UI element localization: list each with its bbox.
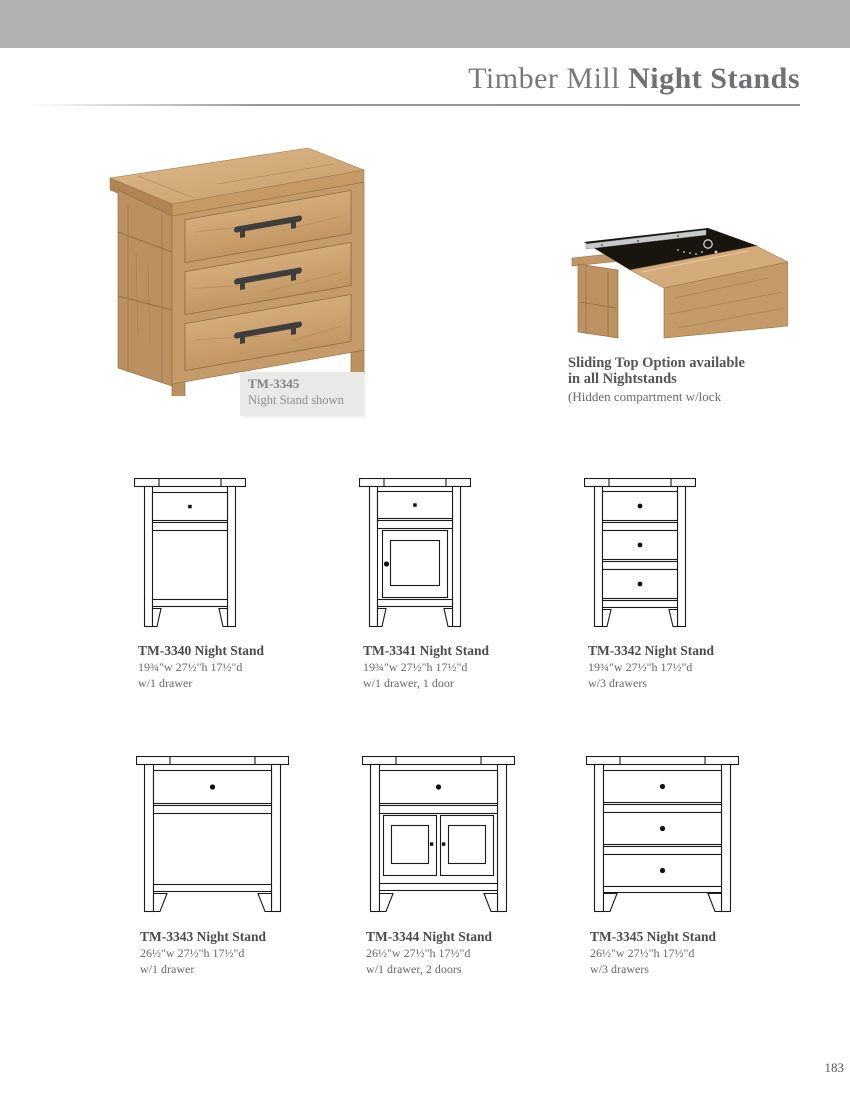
line-drawing-tm-3343 <box>136 756 289 914</box>
front-face <box>172 182 364 396</box>
title-underline <box>28 104 800 106</box>
product-name: TM-3343 Night Stand <box>140 929 267 944</box>
line-drawing-tm-3342 <box>584 478 696 628</box>
cabinet-corner <box>572 252 630 338</box>
product-dimensions: 19¾"w 27½"h 17½"d <box>588 660 693 674</box>
sliding-top-note: (Hidden compartment w/lock <box>568 389 722 404</box>
hero-caption <box>240 372 364 416</box>
sliding-top-text <box>568 355 745 405</box>
door-panel <box>391 541 440 586</box>
right-door-panel <box>449 826 486 864</box>
product-card-tm-3342 <box>584 478 804 691</box>
hero-caption-text: Night Stand shown <box>248 393 344 407</box>
drawer-fronts <box>185 190 351 370</box>
product-config: w/1 drawer <box>140 962 195 976</box>
product-dimensions: 19¾"w 27½"h 17½"d <box>138 660 243 674</box>
sliding-top-heading-line2: in all Nightstands <box>568 371 677 387</box>
product-name: TM-3340 Night Stand <box>138 643 265 658</box>
product-config: w/1 drawer <box>138 676 193 690</box>
product-dimensions: 26½"w 27½"h 17½"d <box>590 946 695 960</box>
product-card-tm-3343 <box>136 756 356 977</box>
product-config: w/3 drawers <box>588 676 647 690</box>
category-name: Night Stands <box>628 62 800 95</box>
line-drawing-tm-3340 <box>134 478 246 628</box>
sliding-top-photo <box>558 226 788 340</box>
product-dimensions: 26½"w 27½"h 17½"d <box>366 946 471 960</box>
product-name: TM-3345 Night Stand <box>590 929 717 944</box>
line-drawing-tm-3341 <box>359 478 471 628</box>
product-config: w/1 drawer, 2 doors <box>366 962 462 976</box>
line-drawing-tm-3344 <box>362 756 515 914</box>
product-card-tm-3340 <box>134 478 354 691</box>
product-card-tm-3345 <box>586 756 806 977</box>
hero-caption-model: TM-3345 <box>248 376 300 391</box>
product-name: TM-3342 Night Stand <box>588 643 715 658</box>
product-config: w/3 drawers <box>590 962 649 976</box>
product-name: TM-3344 Night Stand <box>366 929 493 944</box>
product-card-tm-3341 <box>359 478 579 691</box>
product-config: w/1 drawer, 1 door <box>363 676 454 690</box>
line-drawing-tm-3345 <box>586 756 739 914</box>
product-card-tm-3344 <box>362 756 582 977</box>
page-title <box>0 62 800 96</box>
product-name: TM-3341 Night Stand <box>363 643 490 658</box>
sliding-top-heading-line1: Sliding Top Option available <box>568 355 745 371</box>
header-band <box>0 0 850 48</box>
product-dimensions: 26½"w 27½"h 17½"d <box>140 946 245 960</box>
collection-name: Timber Mill <box>468 62 621 95</box>
front-left-leg <box>172 382 185 396</box>
hero-photo-nightstand <box>98 134 372 396</box>
left-door-panel <box>392 826 429 864</box>
page-number: 183 <box>824 1060 844 1075</box>
side-panel <box>118 190 172 386</box>
product-dimensions: 19¾"w 27½"h 17½"d <box>363 660 468 674</box>
